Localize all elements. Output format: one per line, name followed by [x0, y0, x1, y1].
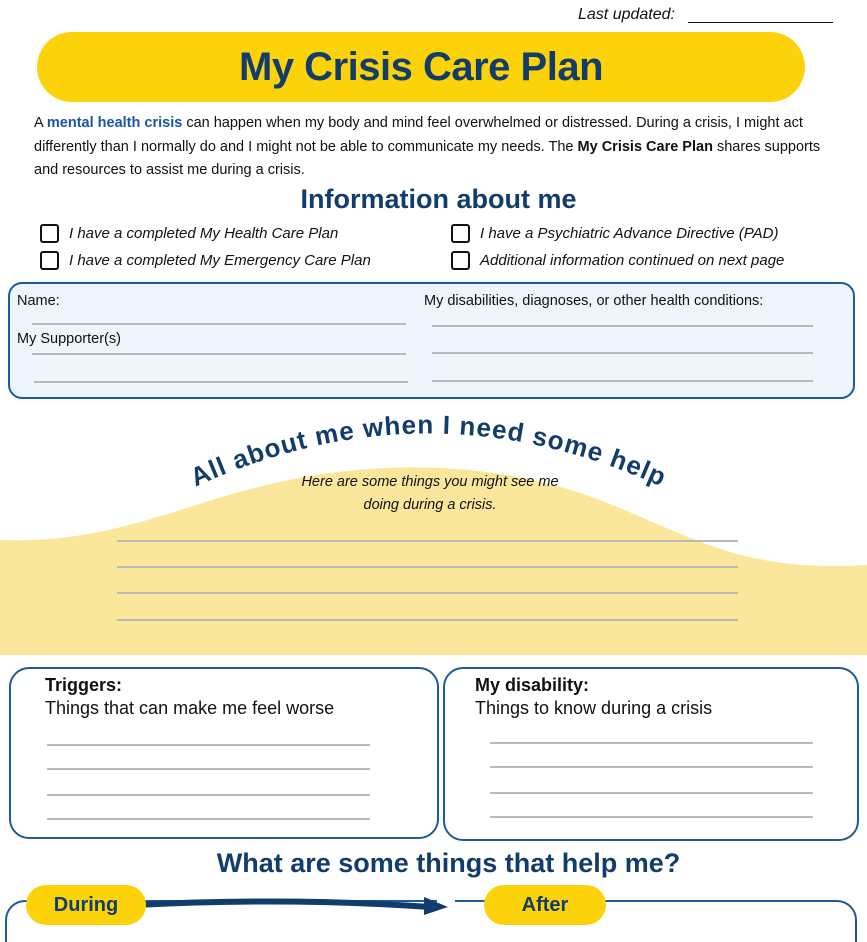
- crisis-behavior-line[interactable]: [117, 566, 738, 568]
- disability-line[interactable]: [490, 816, 813, 818]
- triggers-line[interactable]: [47, 768, 370, 770]
- caption-line: Here are some things you might see me: [301, 474, 559, 490]
- supporters-field-line[interactable]: [34, 381, 408, 383]
- checkbox-label: I have a completed My Health Care Plan: [69, 225, 339, 242]
- intro-text-3: shares supports and resources to assist me during a crisis.: [34, 138, 821, 178]
- checkbox-label: I have a completed My Emergency Care Plan: [69, 252, 371, 269]
- checkbox-health-care-plan[interactable]: [40, 224, 338, 243]
- triggers-line[interactable]: [47, 794, 370, 796]
- last-updated-field[interactable]: [688, 22, 833, 23]
- title-banner: [37, 32, 805, 102]
- arrow-right-icon: [130, 892, 460, 916]
- about-heading: All about me when I need some help: [185, 409, 672, 493]
- checkbox-icon[interactable]: [40, 251, 59, 270]
- checkbox-emergency-care-plan[interactable]: [40, 251, 371, 270]
- crisis-behavior-line[interactable]: [117, 592, 738, 594]
- conditions-field-line[interactable]: [432, 352, 813, 354]
- intro-text-1: A: [34, 115, 47, 131]
- disability-line[interactable]: [490, 742, 813, 744]
- tab-after-label: After: [521, 893, 569, 916]
- mental-health-crisis-term: mental health crisis: [46, 115, 183, 131]
- crisis-behavior-line[interactable]: [117, 619, 738, 621]
- triggers-line[interactable]: [47, 818, 370, 820]
- info-heading: Information about me: [300, 184, 577, 214]
- checkbox-icon[interactable]: [451, 224, 470, 243]
- triggers-subtitle: Things that can make me feel worse: [45, 698, 335, 718]
- conditions-field-line[interactable]: [432, 380, 813, 382]
- disability-subtitle: Things to know during a crisis: [475, 698, 713, 718]
- intro-text-2: can happen when my body and mind feel overwhelmed or distressed. During a crisis, I might act differently than I normally do and I might not be able to communicate my needs. The: [34, 115, 803, 155]
- plan-name: My Crisis Care Plan: [577, 138, 713, 155]
- checkbox-label: I have a Psychiatric Advance Directive (PAD): [480, 225, 779, 242]
- crisis-behavior-line[interactable]: [117, 540, 738, 542]
- name-field[interactable]: [32, 323, 406, 325]
- tab-during-label: During: [53, 893, 119, 916]
- supporters-field-line[interactable]: [32, 353, 406, 355]
- intro-paragraph: [34, 112, 844, 183]
- supporters-label: My Supporter(s): [17, 331, 121, 347]
- wave-caption: [230, 471, 630, 517]
- name-label: Name:: [17, 293, 60, 309]
- disability-title: My disability:: [475, 675, 590, 695]
- checkbox-additional-info[interactable]: [451, 251, 784, 270]
- checkbox-icon[interactable]: [40, 224, 59, 243]
- conditions-field-line[interactable]: [432, 325, 813, 327]
- triggers-title: Triggers:: [45, 675, 123, 695]
- conditions-label: My disabilities, diagnoses, or other health conditions:: [424, 293, 764, 309]
- last-updated-label: Last updated:: [578, 6, 675, 23]
- tab-after: [484, 885, 606, 925]
- checkbox-pad[interactable]: [451, 224, 778, 243]
- checkbox-label: Additional information continued on next page: [480, 252, 785, 269]
- tab-during: [26, 885, 146, 925]
- disability-line[interactable]: [490, 792, 813, 794]
- triggers-line[interactable]: [47, 744, 370, 746]
- caption-line: doing during a crisis.: [363, 497, 497, 513]
- disability-line[interactable]: [490, 766, 813, 768]
- checkbox-icon[interactable]: [451, 251, 470, 270]
- help-heading: What are some things that help me?: [216, 848, 681, 878]
- page-title: My Crisis Care Plan: [239, 44, 603, 89]
